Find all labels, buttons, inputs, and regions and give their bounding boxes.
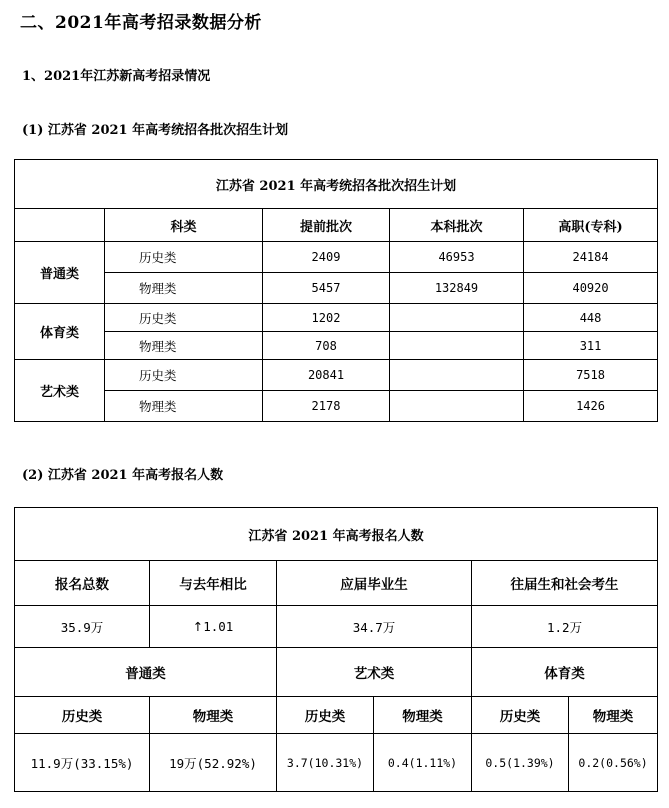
total-value: 35.9万 xyxy=(15,606,150,648)
subject-history: 历史类 xyxy=(105,304,263,332)
category-general: 普通类 xyxy=(15,242,105,304)
header-empty-cell xyxy=(15,209,105,242)
vocational-count: 40920 xyxy=(524,273,658,304)
early-count: 5457 xyxy=(263,273,390,304)
fresh-grads-value: 34.7万 xyxy=(277,606,472,648)
subject-header-row xyxy=(15,697,658,734)
early-count: 1202 xyxy=(263,304,390,332)
subject-physics: 物理类 xyxy=(569,697,658,734)
subject-physics: 物理类 xyxy=(150,697,277,734)
table-header-row xyxy=(15,209,658,242)
undergrad-count: 132849 xyxy=(390,273,524,304)
vocational-count: 1426 xyxy=(524,391,658,422)
category-header-row xyxy=(15,648,658,697)
table-row xyxy=(15,273,658,304)
enrollment-plan-table xyxy=(14,159,658,422)
vocational-count: 7518 xyxy=(524,360,658,391)
change-value-cell xyxy=(150,606,277,648)
undergrad-count xyxy=(390,304,524,332)
table-title: 江苏省 2021 年高考报名人数 xyxy=(15,508,658,561)
subsection-heading-registration: (2) 江苏省 2021 年高考报名人数 xyxy=(22,468,224,483)
table-title: 江苏省 2021 年高考统招各批次招生计划 xyxy=(15,160,658,209)
subject-physics: 物理类 xyxy=(374,697,472,734)
change-value: 1.01 xyxy=(203,619,234,634)
breakdown-row xyxy=(15,734,658,792)
vocational-count: 448 xyxy=(524,304,658,332)
others-value: 1.2万 xyxy=(472,606,658,648)
subject-physics: 物理类 xyxy=(105,332,263,360)
sports-history-value: 0.5(1.39%) xyxy=(472,734,569,792)
table-row xyxy=(15,242,658,273)
early-count: 2178 xyxy=(263,391,390,422)
up-arrow-icon: ↑ xyxy=(192,619,204,634)
section-heading: 1、2021年江苏新高考招录情况 xyxy=(22,69,211,84)
subsection-heading-plan: (1) 江苏省 2021 年高考统招各批次招生计划 xyxy=(22,123,289,138)
category-sports: 体育类 xyxy=(15,304,105,360)
subject-physics: 物理类 xyxy=(105,273,263,304)
undergrad-count: 46953 xyxy=(390,242,524,273)
summary-header-row xyxy=(15,561,658,606)
general-physics-value: 19万(52.92%) xyxy=(150,734,277,792)
subject-history: 历史类 xyxy=(472,697,569,734)
category-general: 普通类 xyxy=(15,648,277,697)
table-row xyxy=(15,332,658,360)
header-vocational-batch: 高职(专科) xyxy=(524,209,658,242)
general-history-value: 11.9万(33.15%) xyxy=(15,734,150,792)
early-count: 2409 xyxy=(263,242,390,273)
table-row xyxy=(15,304,658,332)
header-fresh-grads: 应届毕业生 xyxy=(277,561,472,606)
table-row xyxy=(15,391,658,422)
header-undergrad-batch: 本科批次 xyxy=(390,209,524,242)
sports-physics-value: 0.2(0.56%) xyxy=(569,734,658,792)
undergrad-count xyxy=(390,332,524,360)
category-arts: 艺术类 xyxy=(277,648,472,697)
subject-history: 历史类 xyxy=(277,697,374,734)
early-count: 20841 xyxy=(263,360,390,391)
vocational-count: 24184 xyxy=(524,242,658,273)
registration-table xyxy=(14,507,658,792)
arts-history-value: 3.7(10.31%) xyxy=(277,734,374,792)
early-count: 708 xyxy=(263,332,390,360)
subject-history: 历史类 xyxy=(105,242,263,273)
header-early-batch: 提前批次 xyxy=(263,209,390,242)
category-sports: 体育类 xyxy=(472,648,658,697)
header-total: 报名总数 xyxy=(15,561,150,606)
subject-physics: 物理类 xyxy=(105,391,263,422)
header-others: 往届生和社会考生 xyxy=(472,561,658,606)
arts-physics-value: 0.4(1.11%) xyxy=(374,734,472,792)
vocational-count: 311 xyxy=(524,332,658,360)
undergrad-count xyxy=(390,391,524,422)
subject-history: 历史类 xyxy=(15,697,150,734)
subject-history: 历史类 xyxy=(105,360,263,391)
table-row xyxy=(15,360,658,391)
undergrad-count xyxy=(390,360,524,391)
summary-value-row xyxy=(15,606,658,648)
category-arts: 艺术类 xyxy=(15,360,105,422)
header-change: 与去年相比 xyxy=(150,561,277,606)
main-heading: 二、2021年高考招录数据分析 xyxy=(20,13,262,33)
header-subject-type: 科类 xyxy=(105,209,263,242)
